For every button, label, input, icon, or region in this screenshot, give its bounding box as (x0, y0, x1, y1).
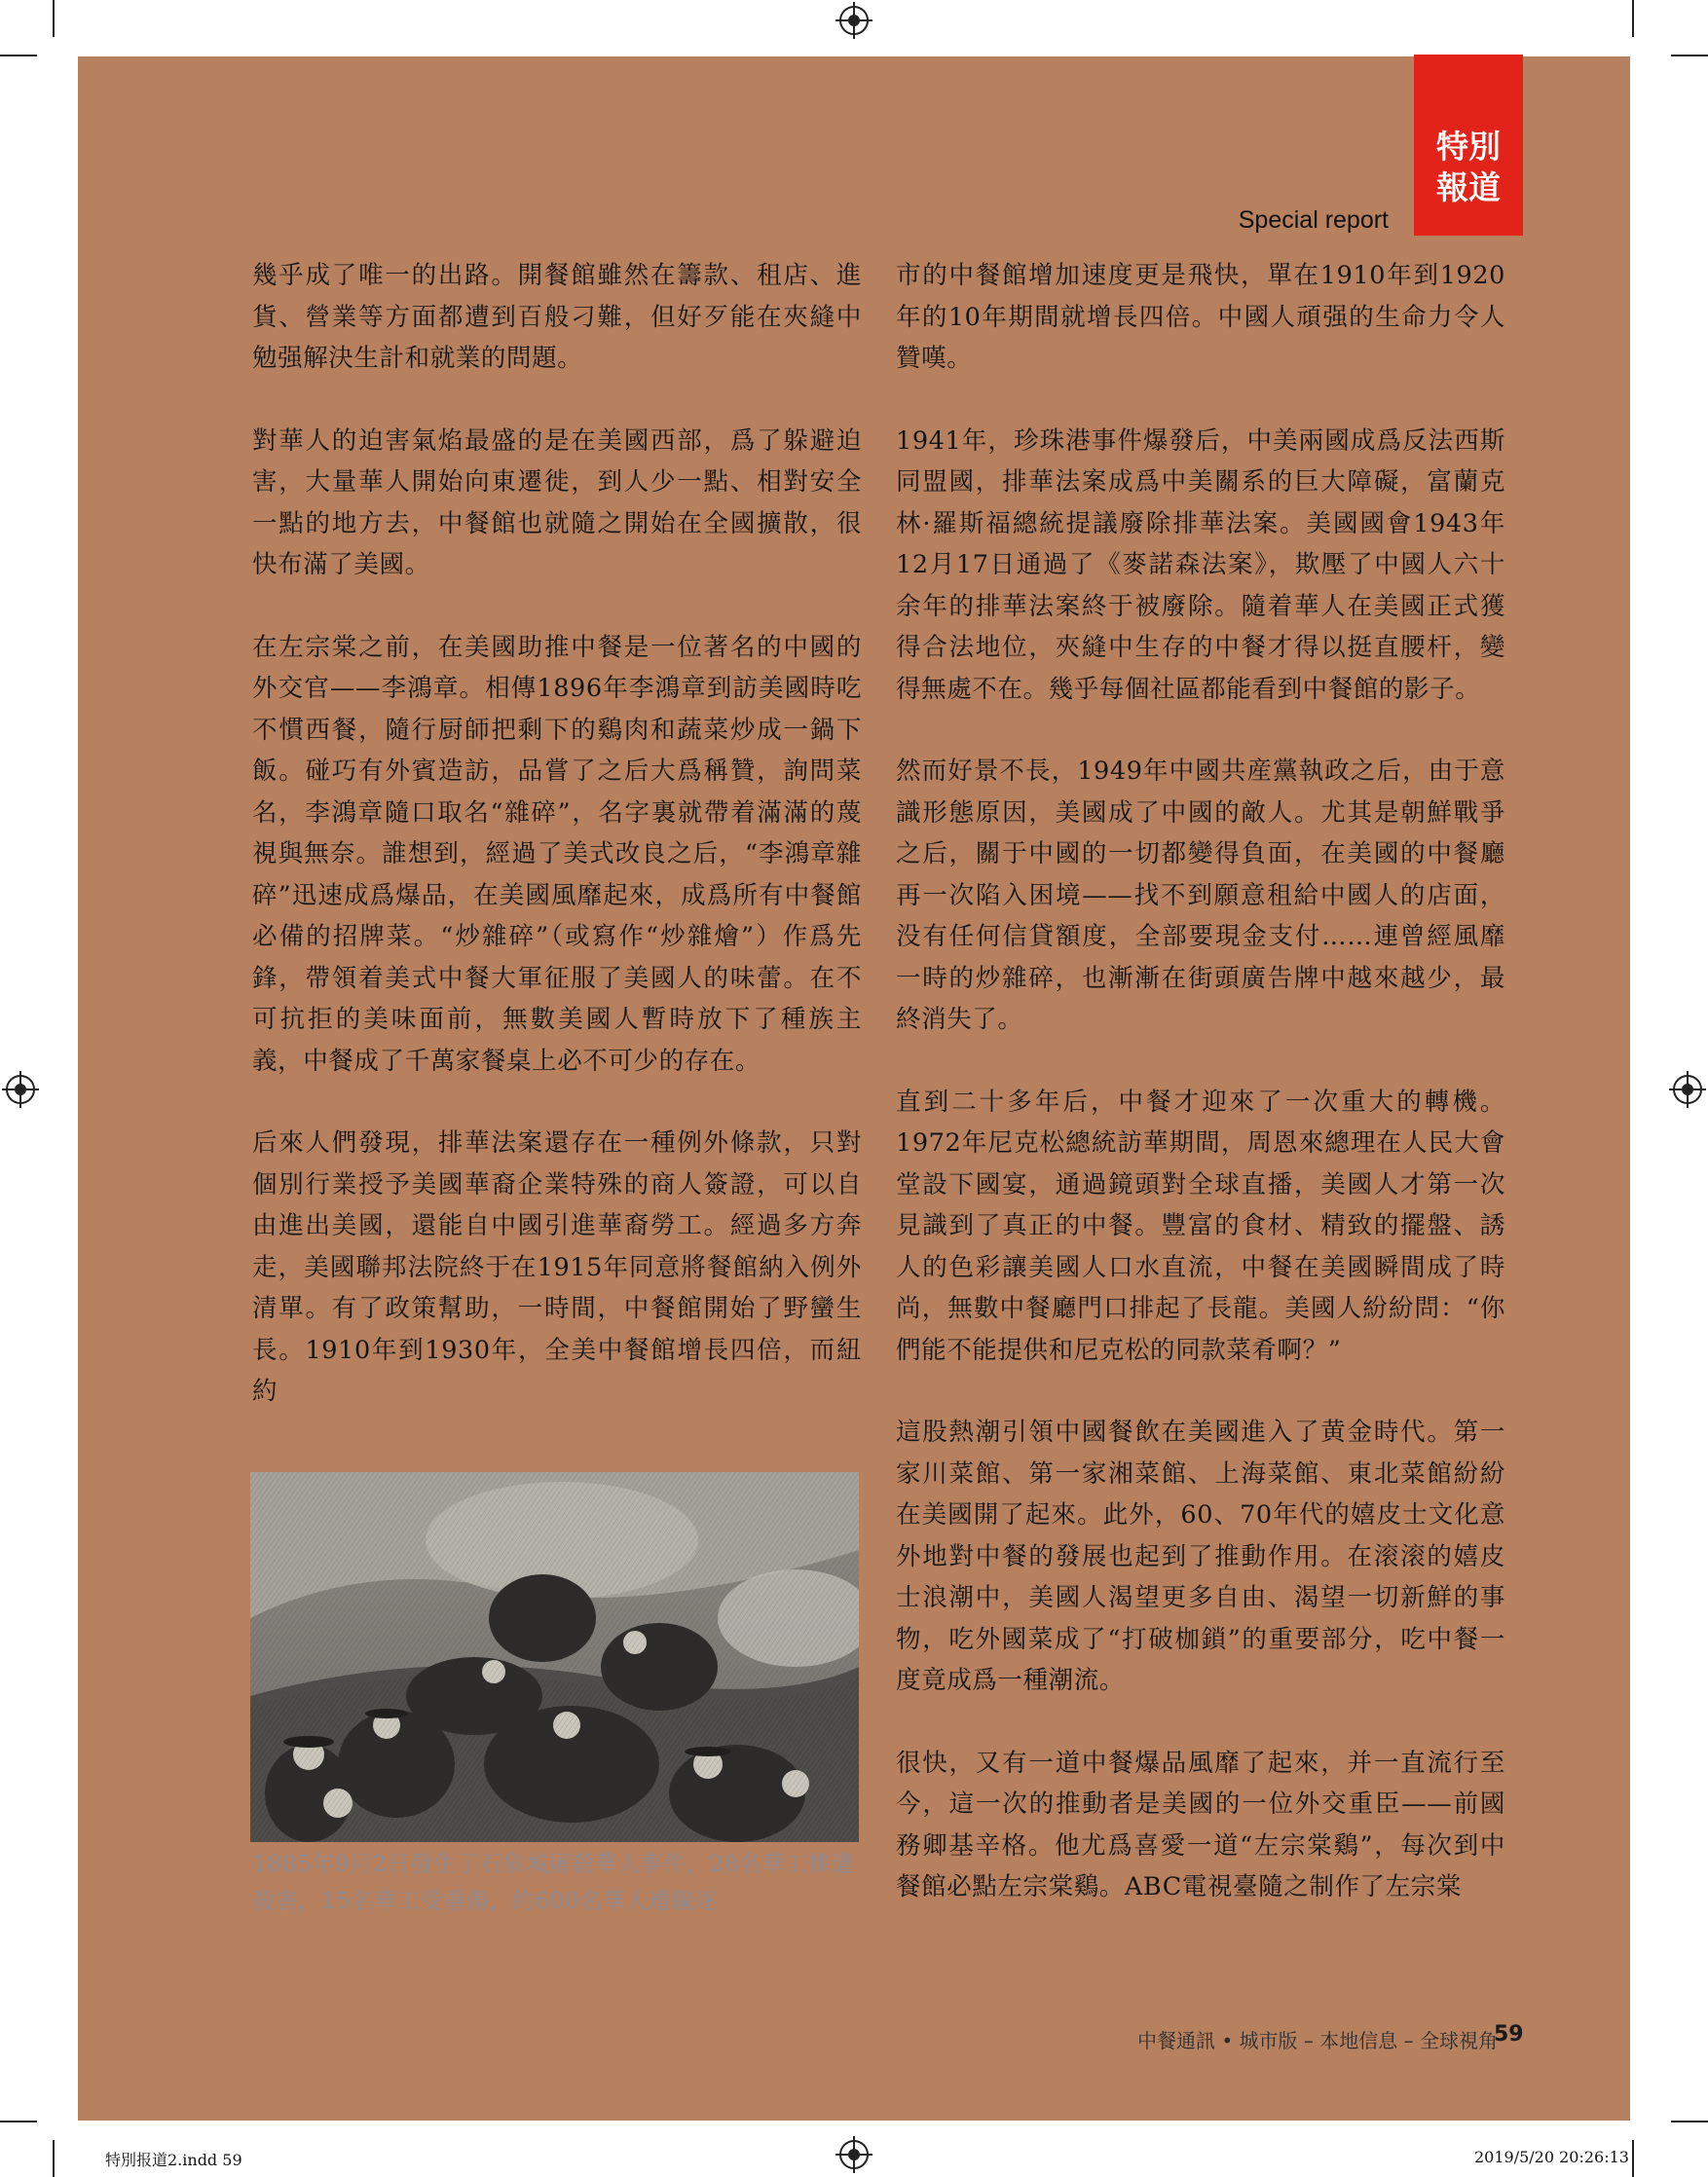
paragraph: 很快，又有一道中餐爆品風靡了起來，并一直流行至今，這一次的推動者是美國的一位外交重臣——前國務卿基辛格。他尤爲喜愛一道“左宗棠鷄”，每次到中餐館必點左宗棠鷄。ABC電視臺隨之制作了左宗棠 (896, 1748, 1505, 1901)
crop-mark (1632, 0, 1634, 37)
section-tag (1414, 55, 1523, 236)
file-slug: 特別报道2.indd 59 (105, 2151, 242, 2169)
registration-mark-icon (1673, 1075, 1702, 1104)
crop-mark (0, 55, 37, 56)
crop-mark (53, 0, 55, 37)
paragraph: 后來人們發現，排華法案還存在一種例外條款，只對個別行業授予美國華裔企業特殊的商人簽證，可以自由進出美國，還能自中國引進華裔勞工。經過多方奔走，美國聯邦法院終于在1915年同意將餐館納入例外清單。有了政策幫助，一時間，中餐館開始了野蠻生長。1910年到1930年，全美中餐館增長四倍，而紐約 (252, 1128, 862, 1406)
footer-tagline: 中餐通訊 • 城市版 – 本地信息 – 全球視角 (1137, 2029, 1498, 2052)
registration-mark-icon (6, 1075, 35, 1104)
paragraph: 直到二十多年后，中餐才迎來了一次重大的轉機。1972年尼克松總統訪華期間，周恩來總理在人民大會堂設下國宴，通過鏡頭對全球直播，美國人才第一次見識到了真正的中餐。豐富的食材、精致的擺盤、誘人的色彩讓美國人口水直流，中餐在美國瞬間成了時尚，無數中餐廳門口排起了長龍。美國人紛紛問：“你們能不能提供和尼克松的同款菜肴啊？” (896, 1087, 1505, 1365)
paragraph: 市的中餐館增加速度更是飛快，單在1910年到1920年的10年期間就增長四倍。中國人頑强的生命力令人贊嘆。 (896, 261, 1505, 373)
historical-engraving-image (250, 1472, 859, 1842)
article-column-left (252, 255, 862, 1454)
paragraph: 然而好景不長，1949年中國共産黨執政之后，由于意識形態原因，美國成了中國的敵人。尤其是朝鮮戰爭之后，關于中國的一切都變得負面，在美國的中餐廳再一次陷入困境——找不到願意租給中國人的店面，没有任何信貸額度，全部要現金支付……連曾經風靡一時的炒雜碎，也漸漸在街頭廣告牌中越來越少，最終消失了。 (896, 756, 1505, 1034)
print-timestamp: 2019/5/20 20:26:13 (1474, 2148, 1629, 2166)
crop-mark (53, 2140, 55, 2177)
paragraph: 幾乎成了唯一的出路。開餐館雖然在籌款、租店、進貨、營業等方面都遭到百般刁難，但好歹能在夾縫中勉强解決生計和就業的問題。 (252, 261, 862, 373)
crop-mark (1671, 2121, 1708, 2122)
page-number: 59 (1494, 2022, 1524, 2047)
paragraph: 對華人的迫害氣焰最盛的是在美國西部，爲了躲避迫害，大量華人開始向東遷徙，到人少一點、相對安全一點的地方去，中餐館也就隨之開始在全國擴散，很快布滿了美國。 (252, 425, 862, 579)
paragraph: 1941年，珍珠港事件爆發后，中美兩國成爲反法西斯同盟國，排華法案成爲中美關系的巨大障礙，富蘭克林·羅斯福總統提議廢除排華法案。美國國會1943年12月17日通過了《麥諾森法案》，欺壓了中國人六十余年的排華法案終于被廢除。隨着華人在美國正式獲得合法地位，夾縫中生存的中餐才得以挺直腰杆，變得無處不在。幾乎每個社區都能看到中餐館的影子。 (896, 425, 1505, 704)
paragraph: 在左宗棠之前，在美國助推中餐是一位著名的中國的外交官——李鴻章。相傳1896年李鴻章到訪美國時吃不慣西餐，隨行厨師把剩下的鷄肉和蔬菜炒成一鍋下飯。碰巧有外賓造訪，品嘗了之后大爲稱贊，詢問菜名，李鴻章隨口取名“雜碎”，名字裏就帶着滿滿的蔑視與無奈。誰想到，經過了美式改良之后，“李鴻章雜碎”迅速成爲爆品，在美國風靡起來，成爲所有中餐館必備的招牌菜。“炒雜碎”（或寫作“炒雜燴”）作爲先鋒，帶領着美式中餐大軍征服了美國人的味蕾。在不可抗拒的美味面前，無數美國人暫時放下了種族主義，中餐成了千萬家餐桌上必不可少的存在。 (252, 632, 862, 1076)
crop-mark (0, 2121, 37, 2122)
registration-mark-icon (839, 6, 869, 35)
crop-mark (1632, 2140, 1634, 2177)
paragraph: 這股熱潮引領中國餐飲在美國進入了黄金時代。第一家川菜館、第一家湘菜館、上海菜館、東北菜館紛紛在美國開了起來。此外，60、70年代的嬉皮士文化意外地對中餐的發展也起到了推動作用。在滚滚的嬉皮士浪潮中，美國人渴望更多自由、渴望一切新鮮的事物，吃外國菜成了“打破枷鎖”的重要部分，吃中餐一度竟成爲一種潮流。 (896, 1418, 1505, 1695)
registration-mark-icon (839, 2140, 869, 2169)
section-subtitle: Special report (1238, 206, 1389, 234)
section-tag-line2: 報道 (1436, 168, 1501, 206)
article-column-right (896, 255, 1505, 1949)
photo-caption: 1885年9月2日發生了石泉城屠殺華人事件，28名華工慘遭殺害，15名華工受重傷，約600名華人遭驅逐 (252, 1852, 854, 1914)
crop-mark (1671, 55, 1708, 56)
section-tag-line1: 特別 (1436, 128, 1501, 166)
